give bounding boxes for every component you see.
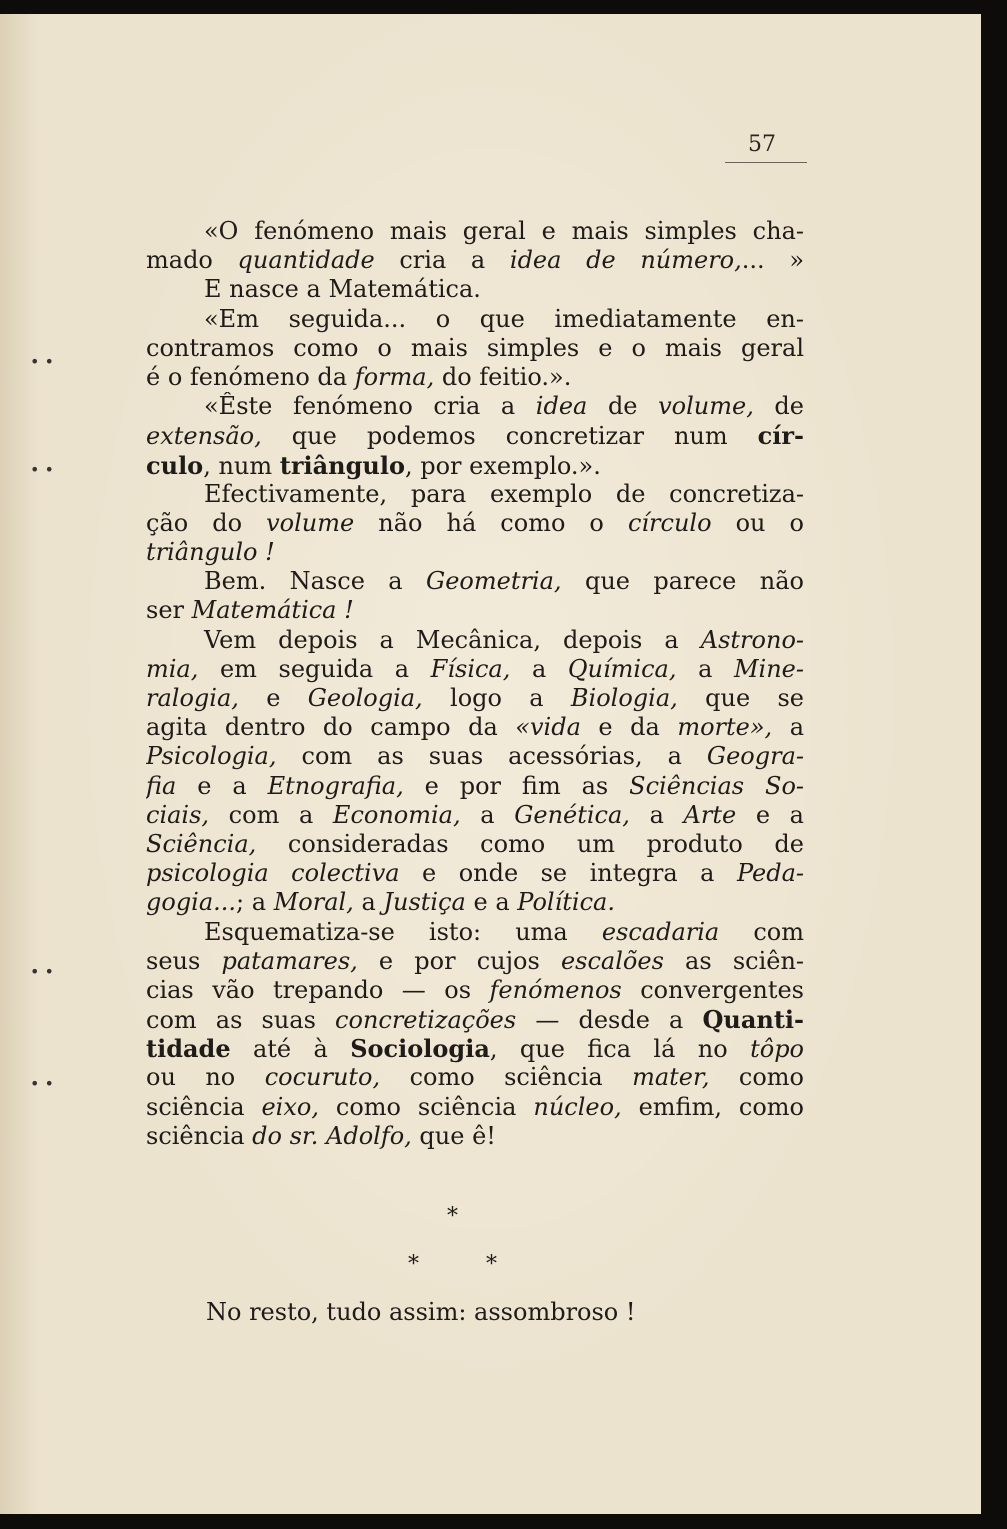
text-run: seus: [146, 946, 222, 975]
text-line: [146, 421, 804, 450]
text-run: Efectivamente, para exemplo de concretiza-: [204, 479, 804, 508]
margin-mark: • •: [30, 352, 54, 371]
italic-text: ralogia,: [146, 684, 239, 712]
italic-text: fia: [146, 771, 177, 800]
text-run: «Em seguida... o que imediatamente en-: [204, 304, 804, 333]
text-run: não há como o: [354, 508, 628, 537]
text-run: agita dentro do campo da: [146, 713, 516, 742]
italic-text: forma,: [354, 362, 435, 391]
italic-text: «vida: [515, 713, 581, 742]
italic-text: Política.: [517, 888, 615, 917]
text-run: que ê!: [411, 1121, 496, 1150]
text-line: [146, 1063, 804, 1092]
text-run: ou o: [711, 508, 804, 537]
text-line: [146, 888, 804, 917]
text-run: com a: [209, 800, 333, 829]
bold-text: culo: [146, 450, 204, 480]
text-run: «O fenómeno mais geral e mais simples cha-: [204, 217, 804, 245]
text-run: emfim, como: [621, 1092, 804, 1121]
text-line: [146, 1122, 804, 1151]
text-run: e a: [736, 800, 804, 829]
text-run: e: [238, 684, 308, 712]
text-run: do feitio.».: [434, 362, 572, 391]
bold-text: triângulo: [279, 450, 405, 480]
italic-text: Genética,: [514, 800, 630, 829]
bold-text: Quanti-: [702, 1005, 804, 1035]
margin-mark: • •: [30, 962, 54, 981]
italic-text: escalões: [560, 946, 664, 975]
text-line: [146, 305, 804, 334]
italic-text: mater,: [632, 1063, 710, 1092]
text-run: consideradas como um produto de: [256, 829, 804, 858]
text-run: «Êste fenómeno cria a: [204, 392, 536, 421]
italic-text: Geogra-: [706, 742, 804, 771]
italic-text: Matemática !: [191, 596, 354, 625]
text-line: [146, 363, 804, 392]
text-line: [146, 538, 804, 567]
text-line: [146, 509, 804, 538]
text-line: [146, 626, 804, 655]
text-line: [146, 713, 804, 742]
text-run: a: [676, 654, 734, 683]
italic-text: morte»,: [677, 713, 773, 742]
italic-text: idea: [535, 392, 588, 421]
italic-text: Sciência,: [146, 829, 257, 858]
italic-text: Moral,: [273, 888, 354, 917]
page-number-rule: [725, 162, 807, 163]
italic-text: Arte: [683, 800, 737, 829]
text-line: [146, 451, 804, 480]
text-line: [146, 392, 804, 421]
italic-text: ciais,: [146, 800, 210, 829]
text-line: [146, 742, 804, 771]
text-run: sciência: [146, 1121, 253, 1150]
text-line: [146, 480, 804, 509]
text-run: e a: [176, 771, 268, 800]
italic-text: triângulo !: [146, 538, 275, 567]
italic-text: eixo,: [261, 1092, 319, 1121]
text-run: a: [629, 800, 684, 829]
italic-text: Mine-: [733, 654, 804, 683]
italic-text: mia,: [146, 654, 199, 683]
italic-text: Etnografia,: [267, 771, 404, 800]
text-run: mado: [146, 246, 238, 275]
margin-mark: • •: [30, 460, 54, 479]
text-line: [146, 334, 804, 363]
text-line: [146, 918, 804, 947]
text-line: [146, 596, 804, 625]
text-run: com as suas: [146, 1006, 336, 1035]
italic-text: gogia...: [146, 888, 237, 917]
italic-text: tôpo: [750, 1035, 804, 1064]
text-run: a: [510, 654, 568, 683]
text-run: — desde a: [516, 1006, 703, 1035]
italic-text: Sciências So-: [629, 771, 804, 800]
text-run: em seguida a: [198, 654, 431, 683]
text-run: convergentes: [621, 975, 804, 1004]
text-run: a: [460, 800, 515, 829]
italic-text: Química,: [567, 654, 677, 683]
book-page: [0, 14, 981, 1514]
italic-text: Justiça: [383, 888, 466, 917]
text-run: e onde se integra a: [399, 859, 737, 888]
text-run: E nasce a Matemática.: [204, 275, 481, 304]
text-run: e a: [465, 888, 518, 917]
text-run: que podemos concretizar num: [261, 422, 758, 451]
text-line: [146, 976, 804, 1005]
text-line: [146, 1005, 804, 1034]
text-run: ser: [146, 596, 192, 625]
text-run: contramos como o mais simples e o mais geral: [146, 333, 804, 362]
text-line: [146, 684, 804, 713]
text-run: cria a: [374, 246, 510, 275]
text-run: cias vão trepando — os: [146, 975, 490, 1004]
text-run: que parece não: [561, 567, 804, 596]
italic-text: fenómenos: [489, 975, 622, 1004]
italic-text: concretizações: [335, 1006, 517, 1035]
italic-text: Geometria,: [426, 567, 562, 596]
text-line: [146, 947, 804, 976]
bold-text: Sociologia: [350, 1034, 490, 1064]
closing-line: No resto, tudo assim: assombroso !: [206, 1298, 636, 1326]
text-line: [146, 567, 804, 596]
text-run: com as suas acessórias, a: [276, 742, 707, 771]
text-line: [146, 275, 804, 304]
italic-text: Psicologia,: [146, 742, 277, 771]
text-run: a: [772, 713, 804, 742]
body-text: [146, 217, 804, 1151]
text-run: até à: [230, 1035, 351, 1064]
italic-text: núcleo,: [533, 1092, 622, 1121]
italic-text: escadaria: [601, 917, 720, 946]
text-run: Bem. Nasce a: [204, 567, 427, 596]
text-run: como sciência: [380, 1063, 633, 1092]
italic-text: cocuruto,: [264, 1063, 381, 1092]
text-run: ção do: [146, 508, 267, 537]
text-run: , que fica lá no: [489, 1035, 751, 1064]
text-run: ; a: [236, 888, 274, 917]
text-line: [146, 830, 804, 859]
text-run: é o fenómeno da: [146, 362, 355, 391]
italic-text: Biologia,: [570, 684, 678, 712]
text-run: sciência: [146, 1092, 262, 1121]
italic-text: idea de número,: [509, 246, 742, 275]
text-line: [146, 1093, 804, 1122]
text-run: , num: [203, 451, 280, 480]
text-run: , por exemplo.».: [404, 451, 601, 480]
text-run: de: [753, 392, 804, 421]
italic-text: extensão,: [146, 422, 262, 451]
text-line: [146, 655, 804, 684]
text-line: [146, 772, 804, 801]
margin-mark: • •: [30, 1074, 54, 1093]
italic-text: volume,: [658, 392, 754, 421]
text-run: logo a: [422, 684, 571, 712]
text-line: [146, 859, 804, 888]
text-run: como sciência: [318, 1092, 534, 1121]
italic-text: Física,: [430, 654, 511, 683]
text-line: [146, 217, 804, 246]
text-run: e por fim as: [403, 771, 630, 800]
italic-text: círculo: [627, 508, 712, 537]
page-number: 57: [748, 132, 776, 157]
text-run: e por cujos: [357, 946, 561, 975]
italic-text: psicologia colectiva: [146, 859, 400, 888]
italic-text: volume: [266, 508, 355, 537]
text-run: Vem depois a Mecânica, depois a: [204, 625, 701, 654]
text-run: de: [587, 392, 659, 421]
text-line: [146, 246, 804, 275]
text-line: [146, 1034, 804, 1063]
italic-text: Peda-: [736, 859, 804, 888]
text-run: ou no: [146, 1063, 265, 1092]
italic-text: Economia,: [332, 800, 461, 829]
text-run: com: [719, 917, 804, 946]
italic-text: patamares,: [221, 946, 358, 975]
italic-text: do sr. Adolfo,: [252, 1121, 412, 1150]
text-line: [146, 801, 804, 830]
text-run: a: [353, 888, 384, 917]
text-run: que se: [677, 684, 804, 712]
italic-text: Astrono-: [700, 625, 804, 654]
text-run: as sciên-: [663, 946, 804, 975]
bold-text: cír-: [757, 421, 804, 451]
text-run: Esquematiza-se isto: uma: [204, 917, 602, 946]
italic-text: Geologia,: [307, 684, 423, 712]
text-run: como: [709, 1063, 804, 1092]
text-run: ... »: [741, 246, 804, 275]
section-separator-bottom: * *: [408, 1252, 497, 1277]
bold-text: tidade: [146, 1034, 231, 1064]
text-run: e da: [580, 713, 678, 742]
section-separator-top: *: [447, 1204, 458, 1229]
italic-text: quantidade: [237, 246, 375, 275]
